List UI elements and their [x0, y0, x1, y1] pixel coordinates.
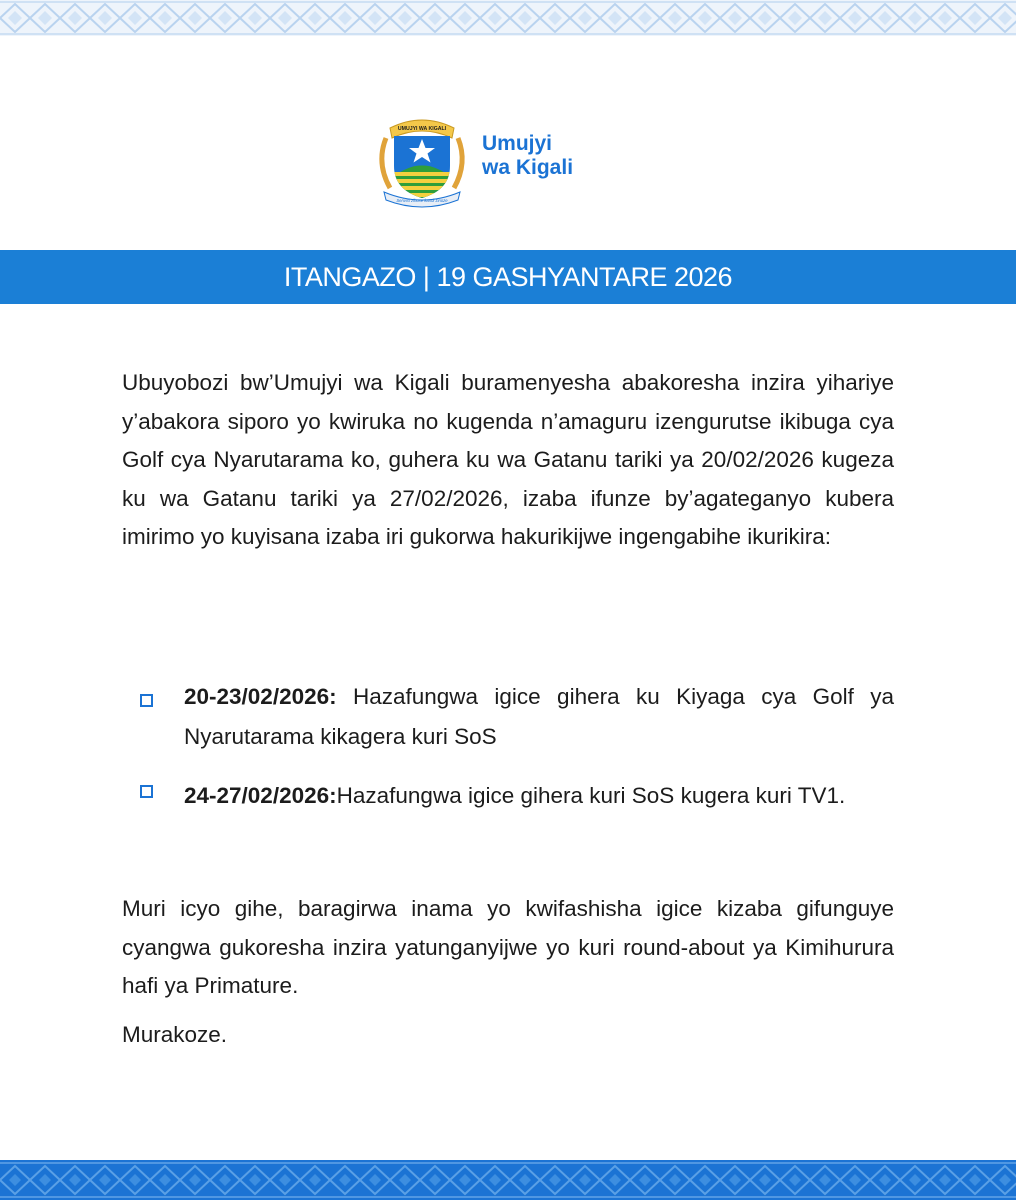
svg-text:UMUJYI WA KIGALI: UMUJYI WA KIGALI	[397, 126, 447, 132]
advice-paragraph: Muri icyo gihe, baragirwa inama yo kwifashisha igice kizaba gifunguye cyangwa gukoresha inzira yatunganyijwe yo kuri round-about ya Kimihurura hafi ya Primature.	[122, 896, 894, 998]
logo-line-2: wa Kigali	[482, 156, 574, 179]
schedule-date: 24-27/02/2026:	[184, 783, 337, 808]
city-emblem-icon	[372, 108, 472, 208]
schedule-item	[140, 677, 894, 757]
schedule-description: Hazafungwa igice gihera ku Kiyaga cya Golf ya Nyarutarama kikagera kuri SoS	[184, 684, 894, 749]
city-logo	[372, 108, 602, 208]
top-pattern-band	[0, 0, 1016, 36]
logo-line-1: Umujyi	[482, 132, 553, 155]
logo-wordmark	[482, 132, 573, 180]
schedule-item	[140, 776, 894, 816]
schedule-item-text	[184, 776, 894, 816]
checkbox-icon	[140, 785, 153, 798]
announcement-title-bar	[0, 250, 1016, 304]
schedule-description: Hazafungwa igice gihera kuri SoS kugera kuri TV1.	[336, 783, 846, 808]
schedule-date: 20-23/02/2026:	[184, 684, 337, 709]
schedule-item-text	[184, 677, 894, 757]
closing-text: Murakoze.	[122, 1022, 228, 1047]
announcement-title: ITANGAZO | 19 GASHYANTARE 2026	[283, 261, 733, 292]
checkbox-icon	[140, 694, 153, 707]
bottom-pattern-band	[0, 1160, 1016, 1200]
svg-text:Serivisi zihuse kandi zinoze: Serivisi zihuse kandi zinoze	[396, 198, 448, 203]
intro-paragraph: Ubuyobozi bw’Umujyi wa Kigali buramenyesha abakoresha inzira yihariye y’abakora siporo yo kwiruka no kugenda n’amaguru izengurutse ikibuga cya Golf cya Nyarutarama ko, guhera ku wa Gatanu tariki ya 20/02/2026 kugeza ku wa Gatanu tariki ya 27/02/2026, izaba ifunze by’agateganyo kubera imirimo yo kuyisana izaba iri gukorwa hakurikijwe ingengabihe ikurikira:	[122, 370, 894, 549]
